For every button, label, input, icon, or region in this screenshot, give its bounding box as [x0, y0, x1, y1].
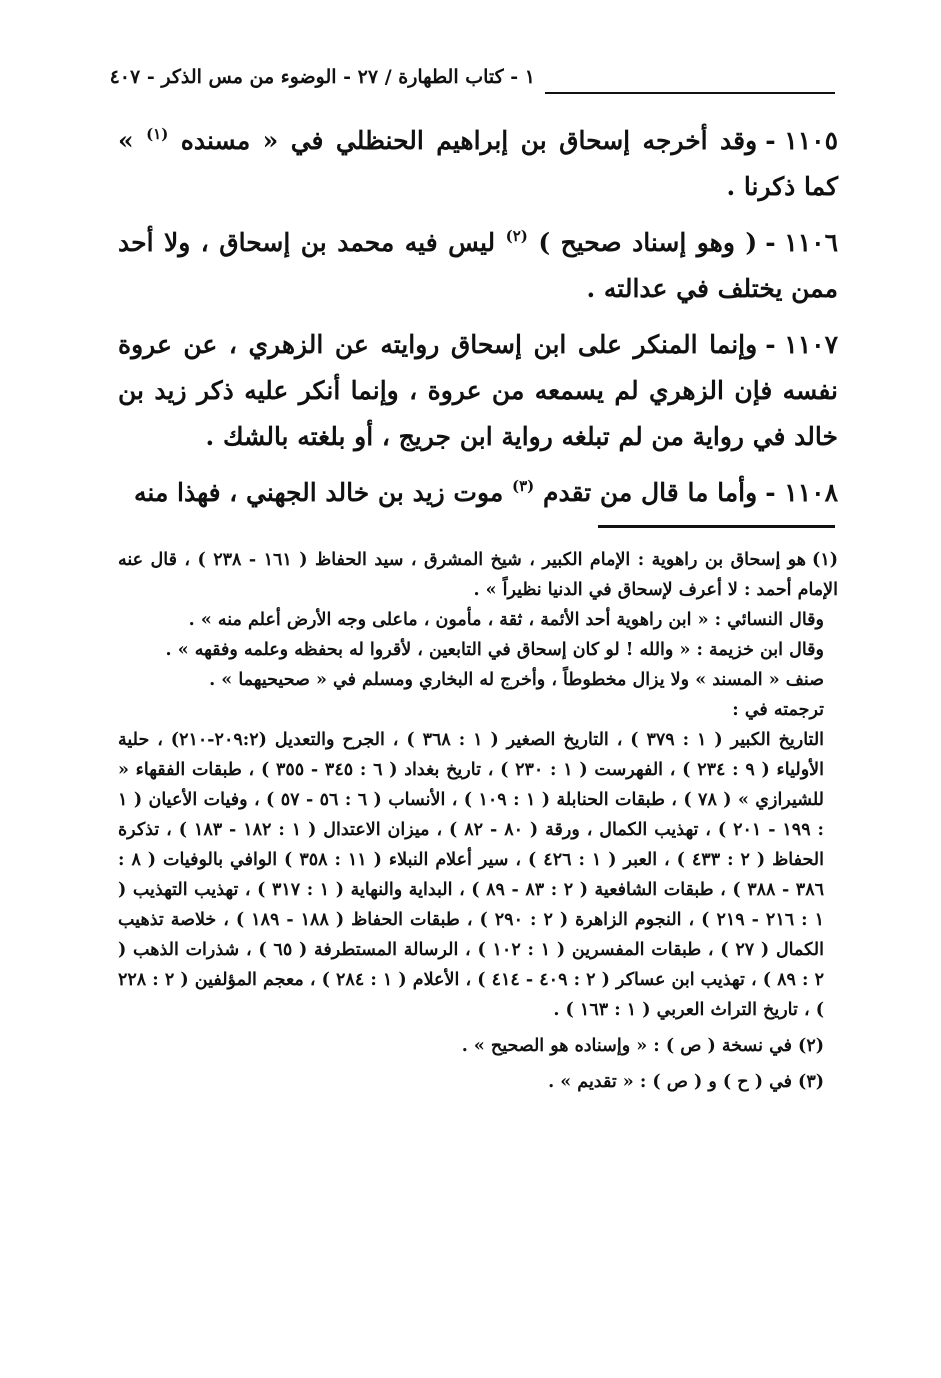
running-title: ١ - كتاب الطهارة / ٢٧ - الوضوء من مس الذكر - ٤٠٧ — [109, 66, 535, 88]
paragraph-number: ١١٠٥ - — [765, 126, 838, 155]
footnote-ref[interactable]: (٢) — [505, 227, 528, 245]
footnote-text: في نسخة ( ص ) : « وإسناده هو الصحيح » . — [461, 1036, 793, 1056]
paragraph-text: وقد أخرجه إسحاق بن إبراهيم الحنظلي في « مسنده — [168, 126, 758, 155]
footnote-text: هو إسحاق بن راهوية : الإمام الكبير ، شيخ المشرق ، سيد الحفاظ ( ١٦١ - ٢٣٨ ) ، قال عنه الإمام أحمد : لا أعرف لإسحاق في الدنيا نظيراً » . — [118, 550, 838, 600]
footnote-2 — [118, 1031, 838, 1061]
paragraph-text: » كما ذكرنا . — [118, 126, 838, 201]
footnote-label: (١) — [812, 550, 838, 570]
footnote-sources-list: التاريخ الكبير ( ١ : ٣٧٩ ) ، التاريخ الصغير ( ١ : ٣٦٨ ) ، الجرح والتعديل (٢٠٩:٢-٢١٠) ، حلية الأولياء ( ٩ : ٢٣٤ ) ، الفهرست ( ١ : ٢٣٠ ) ، تاريخ بغداد ( ٦ : ٣٤٥ - ٣٥٥ ) ، طبقات الفقهاء « للشيرازي » ( ٧٨ ) ، طبقات الحنابلة ( ١ : ١٠٩ ) ، الأنساب ( ٦ : ٥٦ - ٥٧ ) ، وفيات الأعيان ( ١ : ١٩٩ - ٢٠١ ) ، تهذيب الكمال ، ورقة ( ٨٠ - ٨٢ ) ، ميزان الاعتدال ( ١ : ١٨٢ - ١٨٣ ) ، تذكرة الحفاظ ( ٢ : ٤٣٣ ) ، العبر ( ١ : ٤٢٦ ) ، سير أعلام النبلاء ( ١١ : ٣٥٨ ) الوافي بالوفيات ( ٨ : ٣٨٦ - ٣٨٨ ) ، طبقات الشافعية ( ٢ : ٨٣ - ٨٩ ) ، البداية والنهاية ( ١ : ٣١٧ ) ، تهذيب التهذيب ( ١ : ٢١٦ - ٢١٩ ) ، النجوم الزاهرة ( ٢ : ٢٩٠ ) ، طبقات الحفاظ ( ١٨٨ - ١٨٩ ) ، خلاصة تذهيب الكمال ( ٢٧ ) ، طبقات المفسرين ( ١ : ١٠٢ ) ، الرسالة المستطرفة ( ٦٥ ) ، شذرات الذهب ( ٢ : ٨٩ ) ، تهذيب ابن عساكر ( ٢ : ٤٠٩ - ٤١٤ ) ، الأعلام ( ١ : ٢٨٤ ) ، معجم المؤلفين ( ٢ : ٢٢٨ ) ، تاريخ التراث العربي ( ١ : ١٦٣ ) . — [118, 730, 825, 1020]
footnote-label: (٢) — [798, 1036, 824, 1056]
footnote-tarjama-heading: ترجمته في : — [732, 700, 824, 720]
paragraph-text: موت زيد بن خالد الجهني ، فهذا منه — [134, 478, 512, 507]
paragraph-text: وإنما المنكر على ابن إسحاق روايته عن الزهري ، عن عروة نفسه فإن الزهري لم يسمعه من عروة ، وإنما أنكر عليه ذكر زيد بن خالد في رواية من لم تبلغه رواية ابن جريج ، أو بلغته بالشك . — [118, 330, 838, 451]
footnote-musnad-note: صنف « المسند » ولا يزال مخطوطاً ، وأخرج له البخاري ومسلم في « صحيحيهما » . — [209, 670, 824, 690]
footnote-1 — [118, 545, 838, 605]
running-header — [109, 66, 835, 100]
footnote-text: في ( ح ) و ( ص ) : « تقديم » . — [548, 1072, 793, 1092]
paragraph-number: ١١٠٨ - — [765, 478, 838, 507]
paragraph-number: ١١٠٦ - — [765, 228, 838, 257]
main-text — [118, 118, 838, 526]
paragraph-text: ليس فيه محمد بن إسحاق ، ولا أحد ممن يختلف في عدالته . — [118, 228, 838, 303]
footnote-label: (٣) — [798, 1072, 824, 1092]
paragraph-1105 — [118, 118, 838, 210]
footnotes — [118, 545, 838, 1097]
footnote-ref[interactable]: (٣) — [511, 477, 535, 495]
paragraph-1107 — [118, 322, 838, 460]
paragraph-1108 — [118, 470, 838, 516]
paragraph-number: ١١٠٧ - — [765, 330, 838, 359]
paragraph-text: وأما ما قال من تقدم — [534, 478, 758, 507]
footnote-separator — [598, 525, 835, 528]
header-rule — [545, 92, 835, 94]
paragraph-1106 — [118, 220, 838, 312]
footnote-3 — [118, 1067, 838, 1097]
footnote-khuzayma-quote: وقال ابن خزيمة : « والله ! لو كان إسحاق في التابعين ، لأقروا له بحفظه وعلمه وفقهه » . — [165, 640, 824, 660]
footnote-ref[interactable]: (١) — [146, 125, 169, 143]
footnote-nasai-quote: وقال النسائي : « ابن راهوية أحد الأئمة ، ثقة ، مأمون ، ماعلى وجه الأرض أعلم منه » . — [188, 610, 824, 630]
paragraph-text: ( وهو إسناد صحيح ) — [527, 228, 758, 257]
